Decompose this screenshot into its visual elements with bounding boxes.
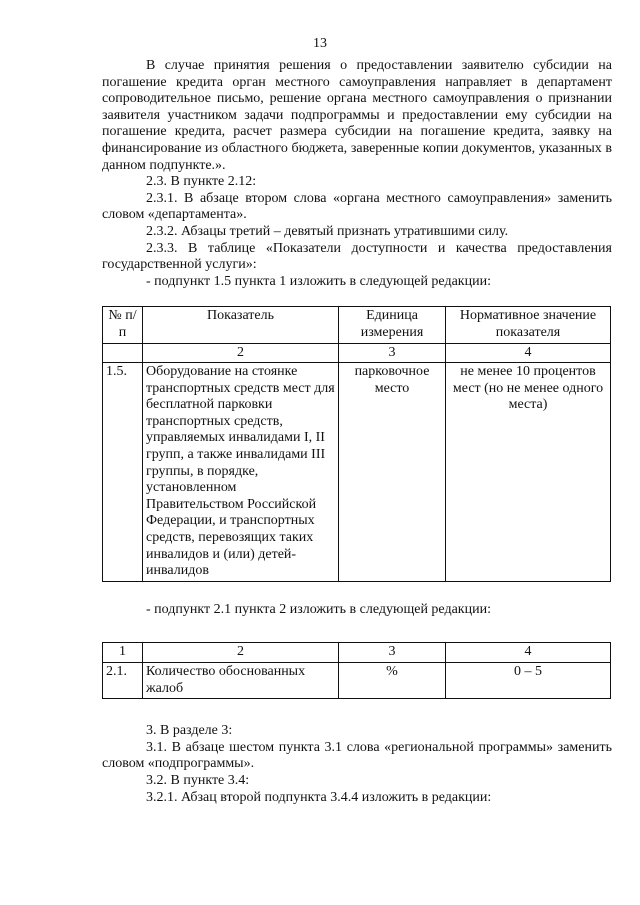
table-row <box>103 663 611 699</box>
row-unit: парковочное место <box>339 363 446 582</box>
table-colnum-row <box>103 643 611 663</box>
header-num: № п/п <box>103 307 143 343</box>
paragraph-subitem-2-1: - подпункт 2.1 пункта 2 изложить в следующей редакции: <box>146 601 491 617</box>
header-unit: Единица измерения <box>339 307 446 343</box>
paragraph-2-3-3: 2.3.3. В таблице «Показатели доступности и качества предоставления государственной услуги»: <box>102 240 612 273</box>
row-unit: % <box>339 663 446 699</box>
row-num: 2.1. <box>103 663 143 699</box>
paragraph-3-2: 3.2. В пункте 3.4: <box>146 772 250 788</box>
paragraph-2-3: 2.3. В пункте 2.12: <box>146 174 257 190</box>
header-indicator: Показатель <box>143 307 339 343</box>
page-number: 13 <box>313 36 327 51</box>
row-num: 1.5. <box>103 363 143 582</box>
colnum-4: 4 <box>446 343 611 363</box>
paragraph-3: 3. В разделе 3: <box>146 723 233 739</box>
paragraph-3-2-1: 3.2.1. Абзац второй подпункта 3.4.4 изложить в редакции: <box>146 789 492 805</box>
table-row <box>103 363 611 582</box>
row-indicator: Количество обоснованных жалоб <box>143 663 339 699</box>
colnum-1 <box>103 343 143 363</box>
colnum-3: 3 <box>339 643 446 663</box>
table-header-row <box>103 307 611 343</box>
row-value: 0 – 5 <box>446 663 611 699</box>
row-indicator: Оборудование на стоянке транспортных средств мест для бесплатной парковки транспортных средств, управляемых инвалидами I, II групп, а также инвалидами III группы, в порядке, установленном Правительством Российской Федерации, и транспортных средств, перевозящих таких инвалидов и (или) детей-инвалидов <box>143 363 339 582</box>
paragraph-2-3-1: 2.3.1. В абзаце втором слова «органа местного самоуправления» заменить словом «департамента». <box>102 190 612 223</box>
row-value: не менее 10 процентов мест (но не менее одного места) <box>446 363 611 582</box>
paragraph-subitem-1-5: - подпункт 1.5 пункта 1 изложить в следующей редакции: <box>146 273 491 289</box>
indicators-table-1 <box>102 306 611 582</box>
paragraph-3-1: 3.1. В абзаце шестом пункта 3.1 слова «региональной программы» заменить словом «подпрограммы». <box>102 739 612 772</box>
document-body <box>102 58 612 806</box>
table-colnum-row <box>103 343 611 363</box>
colnum-3: 3 <box>339 343 446 363</box>
colnum-2: 2 <box>143 343 339 363</box>
colnum-4: 4 <box>446 643 611 663</box>
paragraph-2-3-2: 2.3.2. Абзацы третий – девятый признать утратившими силу. <box>146 223 509 239</box>
header-value: Нормативное значение показателя <box>446 307 611 343</box>
intro-paragraph: В случае принятия решения о предоставлении заявителю субсидии на погашение кредита орган местного самоуправления направляет в департамент сопроводительное письмо, решение органа местного самоуправления о признании заявителя участником задачи подпрограммы и предоставлении ему субсидии на погашение кредита, расчет размера субсидии на погашение кредита, заявку на финансирование из областного бюджета, заверенные копии документов, указанных в данном подпункте.». <box>102 58 612 173</box>
colnum-2: 2 <box>143 643 339 663</box>
colnum-1: 1 <box>103 643 143 663</box>
indicators-table-2 <box>102 642 611 699</box>
